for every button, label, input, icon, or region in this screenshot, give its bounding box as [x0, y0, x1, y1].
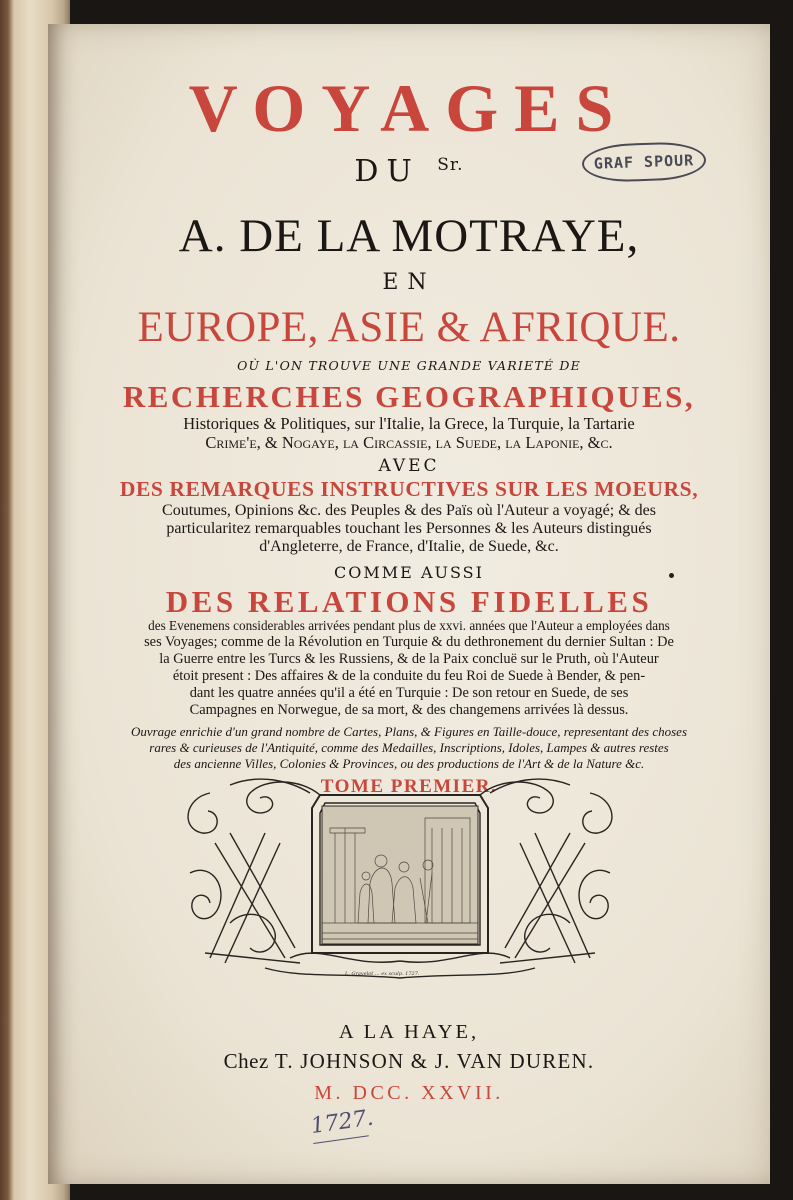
text-villes: des ancienne Villes, Colonies & Provinces, ou des productions de l'Art & de la Nature &c. — [173, 756, 645, 771]
text-quatre-annees: dant les quatre années qu'il a été en Turquie : De son retour en Suede, de ses — [189, 685, 629, 701]
subtitle-intro: OÙ L'ON TROUVE UNE GRANDE VARIETÉ DE — [237, 358, 581, 373]
text-crimee: Crime'e, & Nogaye, la Circassie, la Suede, la Laponie, &c. — [205, 433, 613, 452]
library-stamp: GRAF SPOUR — [581, 141, 706, 183]
vignette-scene — [322, 806, 478, 944]
text-evenemens: des Evenemens considerables arrivées pendant plus de xxvi. années que l'Auteur a employées dans — [148, 618, 670, 633]
text-campagnes: Campagnes en Norwegue, de sa mort, & des changemens arrivées là dessus. — [189, 702, 629, 718]
tome-premier: TOME PREMIER. — [320, 776, 498, 797]
text-angleterre: d'Angleterre, de France, d'Italie, de Suede, &c. — [259, 538, 559, 555]
engraved-vignette — [170, 773, 630, 983]
title-du-sup: Sr. — [437, 155, 464, 175]
heading-relations: DES RELATIONS FIDELLES — [165, 584, 653, 619]
heading-comme-aussi: COMME AUSSI — [334, 563, 484, 582]
ink-dot — [669, 573, 674, 578]
title-voyages: VOYAGES — [188, 70, 630, 146]
title-du-word: DU — [354, 154, 420, 189]
text-coutumes: Coutumes, Opinions &c. des Peuples & des Païs où l'Auteur a voyagé; & des — [162, 502, 656, 519]
title-continents: EUROPE, ASIE & AFRIQUE. — [137, 304, 681, 351]
text-particularitez: particularitez remarquables touchant les Personnes & les Auteurs distingués — [166, 520, 652, 537]
text-affaires: étoit present : Des affaires & de la conduite du feu Roi de Suede à Bender, & pen- — [172, 668, 646, 684]
text-ouvrage: Ouvrage enrichie d'un grand nombre de Cartes, Plans, & Figures en Taille-douce, representant des choses — [130, 724, 688, 739]
imprint-la-haye: A LA HAYE, — [338, 1021, 480, 1043]
heading-recherches: RECHERCHES GEOGRAPHIQUES, — [122, 379, 696, 414]
author-name: A. DE LA MOTRAYE, — [178, 210, 640, 262]
text-rares: rares & curieuses de l'Antiquité, comme des Medailles, Inscriptions, Idoles, Lampes & autres restes — [149, 740, 669, 755]
imprint-names: T. JOHNSON & J. VAN DUREN. — [274, 1049, 595, 1073]
text-historiques: Historiques & Politiques, sur l'Italie, la Grece, la Turquie, la Tartarie — [183, 414, 635, 433]
handwritten-year-text: 1727. — [309, 1105, 376, 1140]
heading-avec: AVEC — [378, 456, 440, 476]
text-guerre: la Guerre entre les Turcs & les Russiens, & de la Paix concluë sur le Pruth, où l'Auteur — [159, 651, 659, 667]
engraving-signature: L. Gravelot ... ex sculp. 1727. — [345, 971, 420, 977]
title-page — [48, 24, 770, 1184]
title-en: EN — [382, 270, 436, 295]
imprint-publishers — [48, 1049, 770, 1074]
heading-remarques: DES REMARQUES INSTRUCTIVES SUR LES MOEURS, — [119, 477, 699, 501]
imprint-chez: Chez — [223, 1049, 269, 1073]
imprint-year: M. DCC. XXVII. — [314, 1082, 504, 1104]
text-voyages: ses Voyages; comme de la Révolution en Turquie & du dethronement du dernier Sultan : De — [144, 634, 674, 650]
